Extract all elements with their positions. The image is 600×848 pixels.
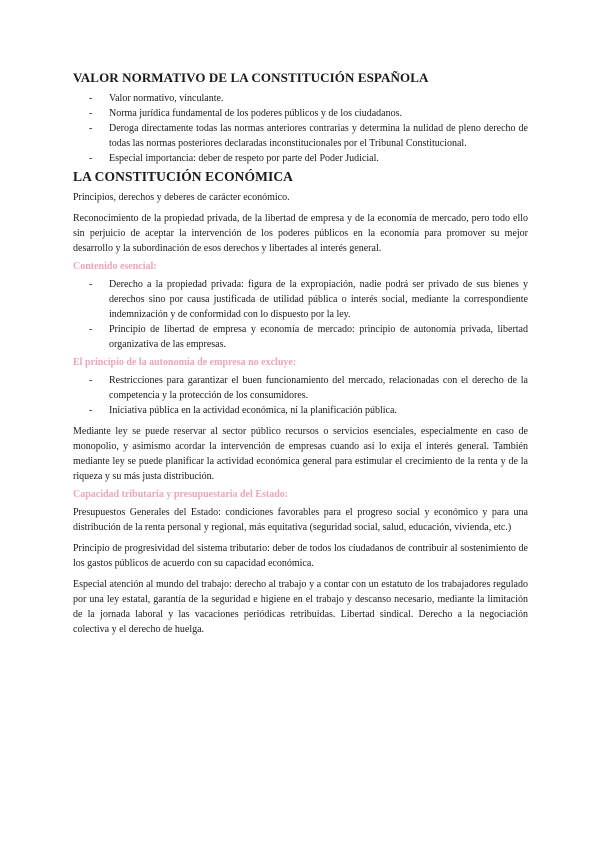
valor-normativo-list [73,91,528,166]
section-title-constitucion-economica: LA CONSTITUCIÓN ECONÓMICA [73,169,294,184]
list-item: - Norma jurídica fundamental de los poderes públicos y de los ciudadanos. [73,106,528,121]
list-item: - Especial importancia: deber de respeto por parte del Poder Judicial. [73,151,528,166]
list-item: - Iniciativa pública en la actividad económica, ni la planificación pública. [73,403,528,418]
autonomia-empresa-list [73,373,528,418]
list-item: - Restricciones para garantizar el buen funcionamiento del mercado, relacionadas con el derecho de la competencia y la protección de los consumidores. [73,373,528,403]
subheading-capacidad-tributaria: Capacidad tributaria y presupuestaria del Estado: [73,489,289,500]
list-item: - Principio de libertad de empresa y economía de mercado: principio de autonomía privada, libertad organizativa de las empresas. [73,322,528,352]
paragraph-propiedad-privada: Reconocimiento de la propiedad privada, de la libertad de empresa y de la economía de mercado, pero todo ello sin perjuicio de aceptar la intervención de los poderes públicos en la economía para promover su mejor desarrollo y la subordinación de esos derechos y libertades al interés general. [73,213,528,254]
list-item: - Derecho a la propiedad privada: figura de la expropiación, nadie podrá ser privado de sus bienes y derechos sino por causa justificada de utilidad pública o interés social, mediante la correspondiente indemnización y de conformidad con lo dispuesto por la ley. [73,277,528,322]
subheading-contenido-esencial: Contenido esencial: [73,261,157,272]
paragraph-presupuestos: Presupuestos Generales del Estado: condiciones favorables para el progreso social y económico y para una distribución de la renta personal y regional, más equitativa (seguridad social, salud, educación, vivienda, etc.) [73,507,528,533]
list-item: - Deroga directamente todas las normas anteriores contrarias y determina la nulidad de pleno derecho de todas las normas posteriores declaradas inconstitucionales por el Tribunal Constitucional. [73,121,528,151]
list-item: - Valor normativo, vinculante. [73,91,528,106]
section-title-valor-normativo: VALOR NORMATIVO DE LA CONSTITUCIÓN ESPAÑOLA [73,70,429,85]
contenido-esencial-list [73,277,528,352]
paragraph-progresividad: Principio de progresividad del sistema tributario: deber de todos los ciudadanos de contribuir al sostenimiento de los gastos públicos de acuerdo con su capacidad económica. [73,543,528,569]
intro-paragraph: Principios, derechos y deberes de carácter económico. [73,192,290,203]
subheading-autonomia-empresa: El principio de la autonomía de empresa no excluye: [73,357,297,368]
paragraph-reserva-sector-publico: Mediante ley se puede reservar al sector público recursos o servicios esenciales, especialmente en caso de monopolio, y asimismo acordar la intervención de empresas cuando así lo exija el interés general. También mediante ley se puede planificar la actividad económica general para estimular el crecimiento de la renta y de la riqueza y su más justa distribución. [73,426,528,482]
paragraph-mundo-trabajo: Especial atención al mundo del trabajo: derecho al trabajo y a contar con un estatuto de los trabajadores regulado por una ley estatal, garantía de la seguridad e higiene en el trabajo y descanso necesario, mediante la limitación de la jornada laboral y las vacaciones periódicas retribuidas. Libertad sindical. Derecho a la negociación colectiva y el derecho de huelga. [73,579,528,635]
